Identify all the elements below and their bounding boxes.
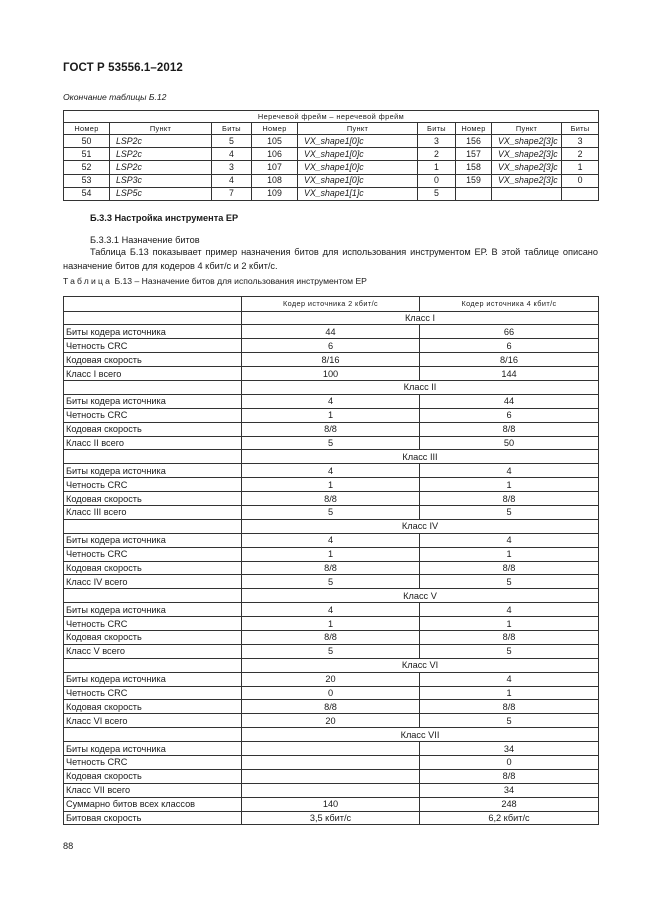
summary-row: [64, 797, 599, 811]
table-b13-cell: 5: [242, 436, 420, 450]
table-b12-cell: 4: [212, 174, 252, 187]
table-b12-cell: VX_shape1[1]c: [298, 187, 418, 200]
table-caption: [63, 276, 367, 286]
row-label: Четность CRC: [64, 756, 242, 770]
class-header-row: [64, 728, 599, 742]
table-b12-column-header: Пункт: [110, 123, 212, 135]
table-b12-cell: 50: [64, 135, 110, 148]
class-header-spacer: [64, 380, 242, 394]
table-b13-cell: 8/8: [242, 561, 420, 575]
table-b13-cell: 6: [420, 339, 599, 353]
table-b13-cell: 8/16: [242, 353, 420, 367]
table-row: [64, 686, 599, 700]
table-b13-cell: 8/8: [242, 422, 420, 436]
row-label: Класс V всего: [64, 644, 242, 658]
table-b12-cell: VX_shape1[0]c: [298, 148, 418, 161]
table-row: [64, 769, 599, 783]
table-b12: [63, 110, 599, 201]
table-b12-cell: LSP2c: [110, 135, 212, 148]
summary-row: [64, 811, 599, 825]
table-b13-cell: 8/8: [420, 561, 599, 575]
table-row: [64, 617, 599, 631]
row-label: Биты кодера источника: [64, 742, 242, 756]
table-row: [64, 422, 599, 436]
table-b13-cell: 34: [420, 783, 599, 797]
row-label: Четность CRC: [64, 339, 242, 353]
table-b13-cell: 34: [420, 742, 599, 756]
table-b12-cell: 51: [64, 148, 110, 161]
table-b12-cell: 3: [562, 135, 599, 148]
table-b13-cell: 8/8: [420, 630, 599, 644]
table-b13-cell: 1: [242, 617, 420, 631]
row-label: Кодовая скорость: [64, 561, 242, 575]
table-b12-cell: 108: [252, 174, 298, 187]
class-header: Класс I: [242, 311, 599, 325]
table-b12-cell: VX_shape2[3]c: [492, 135, 562, 148]
table-b12-cell: VX_shape2[3]c: [492, 174, 562, 187]
row-label: Класс VI всего: [64, 714, 242, 728]
table-b13-column-header: Кодер источника 4 кбит/с: [420, 297, 599, 312]
class-header: Класс VII: [242, 728, 599, 742]
row-label: Биты кодера источника: [64, 394, 242, 408]
table-b13-cell: 1: [420, 617, 599, 631]
table-row: [64, 148, 599, 161]
table-b12-cell: 106: [252, 148, 298, 161]
table-b13-cell: 3,5 кбит/с: [242, 811, 420, 825]
row-label: Четность CRC: [64, 617, 242, 631]
table-b13-cell: 8/8: [420, 492, 599, 506]
table-b12-column-header: Номер: [64, 123, 110, 135]
row-label: Четность CRC: [64, 408, 242, 422]
class-header-row: [64, 589, 599, 603]
table-row: [64, 533, 599, 547]
class-header-spacer: [64, 728, 242, 742]
table-b13-cell: 6,2 кбит/с: [420, 811, 599, 825]
table-b13-cell: [242, 769, 420, 783]
table-b12-column-header: Биты: [212, 123, 252, 135]
table-b13-cell: 44: [420, 394, 599, 408]
subsection-title: Б.3.3.1 Назначение битов: [90, 235, 200, 245]
class-header-spacer: [64, 658, 242, 672]
table-b13-cell: 8/8: [242, 492, 420, 506]
table-b13-cell: 1: [420, 547, 599, 561]
row-label: Кодовая скорость: [64, 769, 242, 783]
table-b13-cell: 0: [242, 686, 420, 700]
table-b13-cell: 4: [420, 603, 599, 617]
table-b13-cell: 5: [420, 575, 599, 589]
table-row: [64, 630, 599, 644]
table-row: [64, 464, 599, 478]
table-b12-cell: 1: [562, 161, 599, 174]
table-b12-column-header: Пункт: [298, 123, 418, 135]
table-b13-cell: 6: [420, 408, 599, 422]
table-b12-cell: 159: [456, 174, 492, 187]
table-b13-cell: 0: [420, 756, 599, 770]
row-label: Класс I всего: [64, 367, 242, 381]
table-b13-cell: 8/16: [420, 353, 599, 367]
table-b13-cell: 1: [420, 478, 599, 492]
row-label: Биты кодера источника: [64, 464, 242, 478]
table-b12-cell: [492, 187, 562, 200]
table-b12-cell: 107: [252, 161, 298, 174]
table-b13-cell: 4: [420, 464, 599, 478]
table-b12-cell: 5: [418, 187, 456, 200]
table-b12-cell: LSP2c: [110, 161, 212, 174]
table-b12-cell: 156: [456, 135, 492, 148]
table-row: [64, 700, 599, 714]
table-b12-cell: 53: [64, 174, 110, 187]
table-row: [64, 161, 599, 174]
table-b12-column-header: Номер: [456, 123, 492, 135]
table-row: [64, 492, 599, 506]
table-b13-cell: 5: [420, 644, 599, 658]
table-b12-column-header: Пункт: [492, 123, 562, 135]
table-b12-cell: LSP3c: [110, 174, 212, 187]
row-label: Класс VII всего: [64, 783, 242, 797]
table-row: [64, 339, 599, 353]
row-label: Кодовая скорость: [64, 700, 242, 714]
table-b12-cell: 0: [562, 174, 599, 187]
row-label: Суммарно битов всех классов: [64, 797, 242, 811]
table-row: [64, 353, 599, 367]
class-header: Класс IV: [242, 519, 599, 533]
table-row: [64, 742, 599, 756]
table-b13-cell: 1: [242, 547, 420, 561]
table-b13-cell: 1: [420, 686, 599, 700]
table-row: [64, 325, 599, 339]
table-b12-cell: VX_shape2[3]c: [492, 161, 562, 174]
class-header-spacer: [64, 519, 242, 533]
table-b12-cell: 52: [64, 161, 110, 174]
class-header: Класс VI: [242, 658, 599, 672]
table-b13-cell: 4: [242, 533, 420, 547]
table-b13-column-header: [64, 297, 242, 312]
table-b12-cell: 0: [418, 174, 456, 187]
table-row: [64, 575, 599, 589]
row-label: Кодовая скорость: [64, 630, 242, 644]
table-b13-cell: 6: [242, 339, 420, 353]
table-b13: [63, 296, 599, 825]
table-row: [64, 394, 599, 408]
table-b12-cell: VX_shape1[0]c: [298, 174, 418, 187]
table-b12-cell: 157: [456, 148, 492, 161]
caption-text: Б.13 – Назначение битов для использования инструментом ЕР: [112, 276, 367, 286]
table-b13-cell: 8/8: [242, 630, 420, 644]
table-continuation-label: Окончание таблицы Б.12: [63, 92, 167, 102]
paragraph-text: Таблица Б.13 показывает пример назначения битов для использования инструментом ЕР. В этой таблице описано назначение битов для кодеров 4 кбит/с и 2 кбит/с.: [63, 247, 598, 271]
table-b13-cell: 5: [420, 714, 599, 728]
table-row: [64, 408, 599, 422]
table-row: [64, 187, 599, 200]
class-header: Класс III: [242, 450, 599, 464]
table-b13-cell: [242, 783, 420, 797]
table-b12-cell: 1: [418, 161, 456, 174]
row-label: Класс IV всего: [64, 575, 242, 589]
table-b13-cell: 50: [420, 436, 599, 450]
table-b12-cell: LSP5c: [110, 187, 212, 200]
table-b13-column-header: Кодер источника 2 кбит/с: [242, 297, 420, 312]
table-row: [64, 756, 599, 770]
table-b12-cell: [562, 187, 599, 200]
table-b13-header-row: [64, 297, 599, 312]
table-b12-cell: 158: [456, 161, 492, 174]
table-row: [64, 561, 599, 575]
row-label: Биты кодера источника: [64, 533, 242, 547]
table-b13-cell: 4: [242, 603, 420, 617]
class-header-row: [64, 380, 599, 394]
table-b12-cell: VX_shape1[0]c: [298, 135, 418, 148]
table-b12-cell: 7: [212, 187, 252, 200]
table-b13-cell: 20: [242, 672, 420, 686]
table-row: [64, 478, 599, 492]
table-b12-cell: 3: [418, 135, 456, 148]
table-row: [64, 672, 599, 686]
table-b12-cell: 105: [252, 135, 298, 148]
table-b13-cell: 100: [242, 367, 420, 381]
table-b13-cell: 20: [242, 714, 420, 728]
class-header-spacer: [64, 311, 242, 325]
table-b13-cell: 5: [242, 644, 420, 658]
table-b13-cell: 8/8: [242, 700, 420, 714]
page-number: 88: [63, 841, 74, 851]
table-b13-cell: 5: [242, 505, 420, 519]
table-b13-cell: 4: [242, 464, 420, 478]
table-b12-cell: VX_shape2[3]c: [492, 148, 562, 161]
table-b13-cell: 8/8: [420, 769, 599, 783]
row-label: Кодовая скорость: [64, 492, 242, 506]
body-paragraph: [63, 246, 598, 273]
table-b12-top-header: Неречевой фрейм – неречевой фрейм: [64, 111, 599, 123]
class-header-row: [64, 450, 599, 464]
row-label: Битовая скорость: [64, 811, 242, 825]
table-b13-cell: 8/8: [420, 700, 599, 714]
row-label: Четность CRC: [64, 686, 242, 700]
class-header-row: [64, 658, 599, 672]
table-b12-cell: 2: [562, 148, 599, 161]
row-label: Биты кодера источника: [64, 603, 242, 617]
row-label: Биты кодера источника: [64, 325, 242, 339]
table-b13-cell: 144: [420, 367, 599, 381]
table-b13-cell: 4: [420, 533, 599, 547]
table-b13-cell: 1: [242, 478, 420, 492]
table-b13-cell: 66: [420, 325, 599, 339]
table-b12-column-header: Биты: [562, 123, 599, 135]
table-row: [64, 714, 599, 728]
table-row: [64, 436, 599, 450]
table-b13-cell: 140: [242, 797, 420, 811]
table-b12-column-header: Номер: [252, 123, 298, 135]
row-label: Четность CRC: [64, 547, 242, 561]
table-b12-cell: 54: [64, 187, 110, 200]
table-b13-cell: 248: [420, 797, 599, 811]
table-b12-cell: 109: [252, 187, 298, 200]
table-row: [64, 174, 599, 187]
table-b13-cell: 5: [420, 505, 599, 519]
table-row: [64, 367, 599, 381]
table-b12-cell: 2: [418, 148, 456, 161]
table-b13-cell: 1: [242, 408, 420, 422]
table-b13-cell: [242, 756, 420, 770]
row-label: Кодовая скорость: [64, 353, 242, 367]
row-label: Класс II всего: [64, 436, 242, 450]
table-b12-cell: VX_shape1[0]c: [298, 161, 418, 174]
table-row: [64, 644, 599, 658]
document-header: ГОСТ Р 53556.1–2012: [63, 62, 183, 74]
class-header-spacer: [64, 450, 242, 464]
row-label: Биты кодера источника: [64, 672, 242, 686]
section-title: Б.3.3 Настройка инструмента ЕР: [90, 213, 239, 223]
table-b12-cell: [456, 187, 492, 200]
table-row: [64, 603, 599, 617]
table-row: [64, 135, 599, 148]
table-b12-cell: 5: [212, 135, 252, 148]
table-b13-cell: 4: [242, 394, 420, 408]
table-b13-cell: 8/8: [420, 422, 599, 436]
class-header-row: [64, 519, 599, 533]
table-b13-cell: 44: [242, 325, 420, 339]
row-label: Кодовая скорость: [64, 422, 242, 436]
table-row: [64, 505, 599, 519]
table-b12-column-header: Биты: [418, 123, 456, 135]
table-b12-cell: 3: [212, 161, 252, 174]
table-b12-cell: LSP2c: [110, 148, 212, 161]
class-header: Класс II: [242, 380, 599, 394]
table-b13-cell: 4: [420, 672, 599, 686]
row-label: Четность CRC: [64, 478, 242, 492]
table-b12-cell: 4: [212, 148, 252, 161]
table-b13-cell: 5: [242, 575, 420, 589]
row-label: Класс III всего: [64, 505, 242, 519]
table-b13-cell: [242, 742, 420, 756]
table-row: [64, 783, 599, 797]
table-row: [64, 547, 599, 561]
class-header-spacer: [64, 589, 242, 603]
caption-prefix: Таблица: [63, 276, 113, 286]
class-header-row: [64, 311, 599, 325]
class-header: Класс V: [242, 589, 599, 603]
